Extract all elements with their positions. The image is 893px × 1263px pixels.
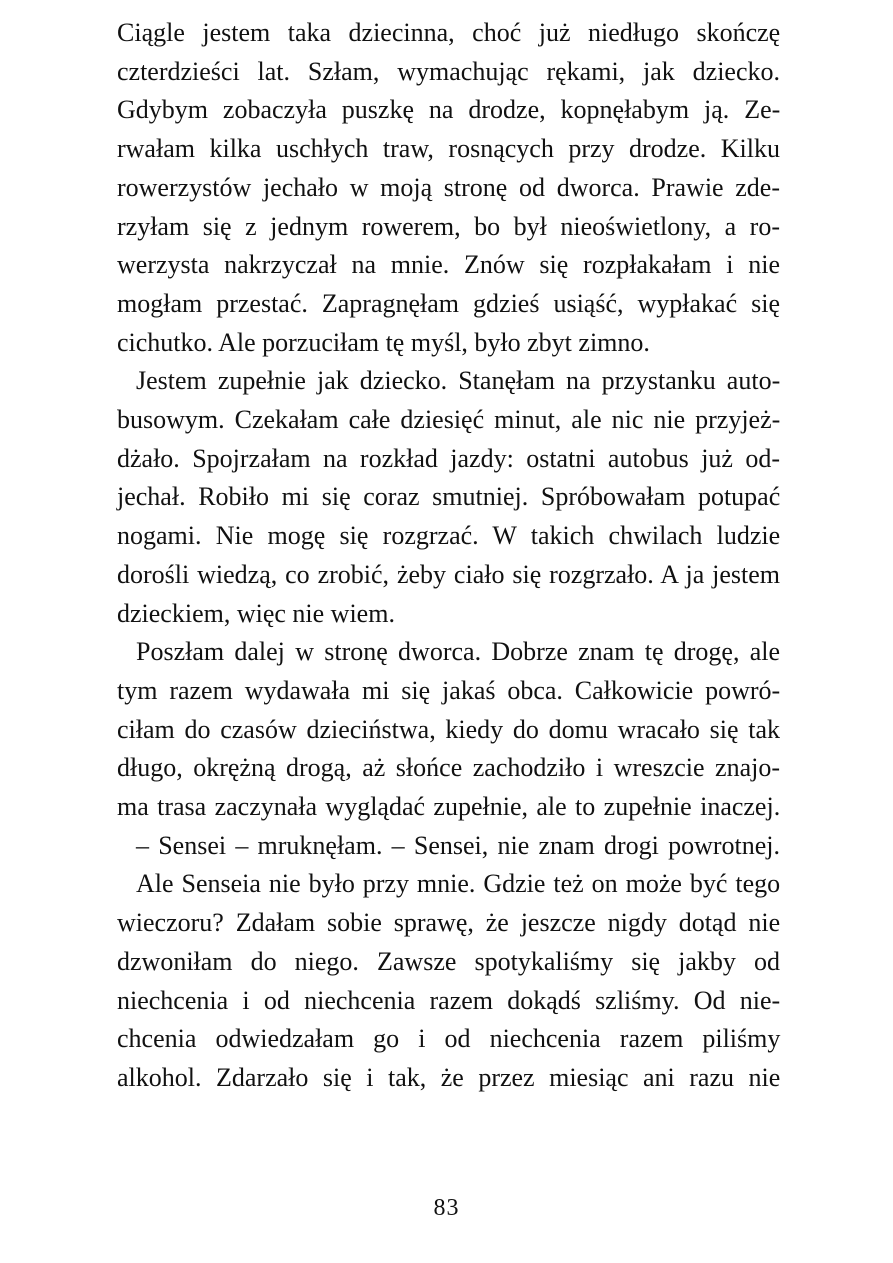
text-line: Ciągle jestem taka dziecinna, choć już niedługo skończę	[117, 18, 781, 47]
text-line: ciłam do czasów dzieciństwa, kiedy do domu wracało się tak	[117, 714, 780, 744]
text-line: Jestem zupełnie jak dziecko. Stanęłam na przystanku auto-	[136, 366, 781, 396]
text-line: czterdzieści lat. Szłam, wymachując rękami, jak dziecko.	[117, 56, 780, 86]
text-line: Ale Senseia nie było przy mnie. Gdzie też on może być tego	[136, 869, 781, 899]
text-line: werzysta nakrzyczał na mnie. Znów się rozpłakałam i nie	[117, 250, 781, 280]
text-line: rzyłam się z jednym rowerem, bo był nieoświetlony, a ro-	[117, 211, 780, 241]
text-line: Gdybym zobaczyła puszkę na drodze, kopnęłabym ją. Ze-	[117, 95, 781, 125]
text-line: dżało. Spojrzałam na rozkład jazdy: ostatni autobus już od-	[117, 443, 780, 473]
page-number: 83	[433, 1195, 460, 1221]
body-text	[117, 14, 780, 1098]
text-line: ma trasa zaczynała wyglądać zupełnie, ale to zupełnie inaczej.	[117, 792, 781, 822]
text-line: cichutko. Ale porzuciłam tę myśl, było zbyt zimno.	[117, 327, 650, 357]
text-line: Poszłam dalej w stronę dworca. Dobrze znam tę drogę, ale	[136, 637, 781, 667]
text-line: alkohol. Zdarzało się i tak, że przez miesiąc ani razu nie	[117, 1062, 781, 1092]
text-line: wieczoru? Zdałam sobie sprawę, że jeszcze nigdy dotąd nie	[117, 908, 781, 938]
text-line: niechcenia i od niechcenia razem dokądś szliśmy. Od nie-	[117, 985, 781, 1015]
text-line: mogłam przestać. Zapragnęłam gdzieś usiąść, wypłakać się	[117, 288, 780, 318]
text-line: – Sensei – mruknęłam. – Sensei, nie znam drogi powrotnej.	[136, 830, 780, 860]
text-line: rowerzystów jechało w moją stronę od dworca. Prawie zde-	[117, 172, 780, 202]
text-line: jechał. Robiło mi się coraz smutniej. Spróbowałam potupać	[117, 482, 781, 512]
text-line: tym razem wydawała mi się jakaś obca. Całkowicie powró-	[117, 675, 781, 705]
text-line: dzieckiem, więc nie wiem.	[117, 598, 395, 628]
text-line: busowym. Czekałam całe dziesięć minut, ale nic nie przyjeż-	[117, 405, 781, 435]
text-line: nogami. Nie mogę się rozgrzać. W takich chwilach ludzie	[117, 521, 781, 551]
text-line: chcenia odwiedzałam go i od niechcenia razem piliśmy	[117, 1024, 781, 1054]
text-line: dorośli wiedzą, co zrobić, żeby ciało się rozgrzało. A ja jestem	[117, 559, 781, 589]
text-line: długo, okrężną drogą, aż słońce zachodziło i wreszcie znajo-	[117, 753, 780, 783]
text-line: rwałam kilka uschłych traw, rosnących przy drodze. Kilku	[117, 134, 780, 164]
text-line: dzwoniłam do niego. Zawsze spotykaliśmy się jakby od	[117, 946, 781, 976]
